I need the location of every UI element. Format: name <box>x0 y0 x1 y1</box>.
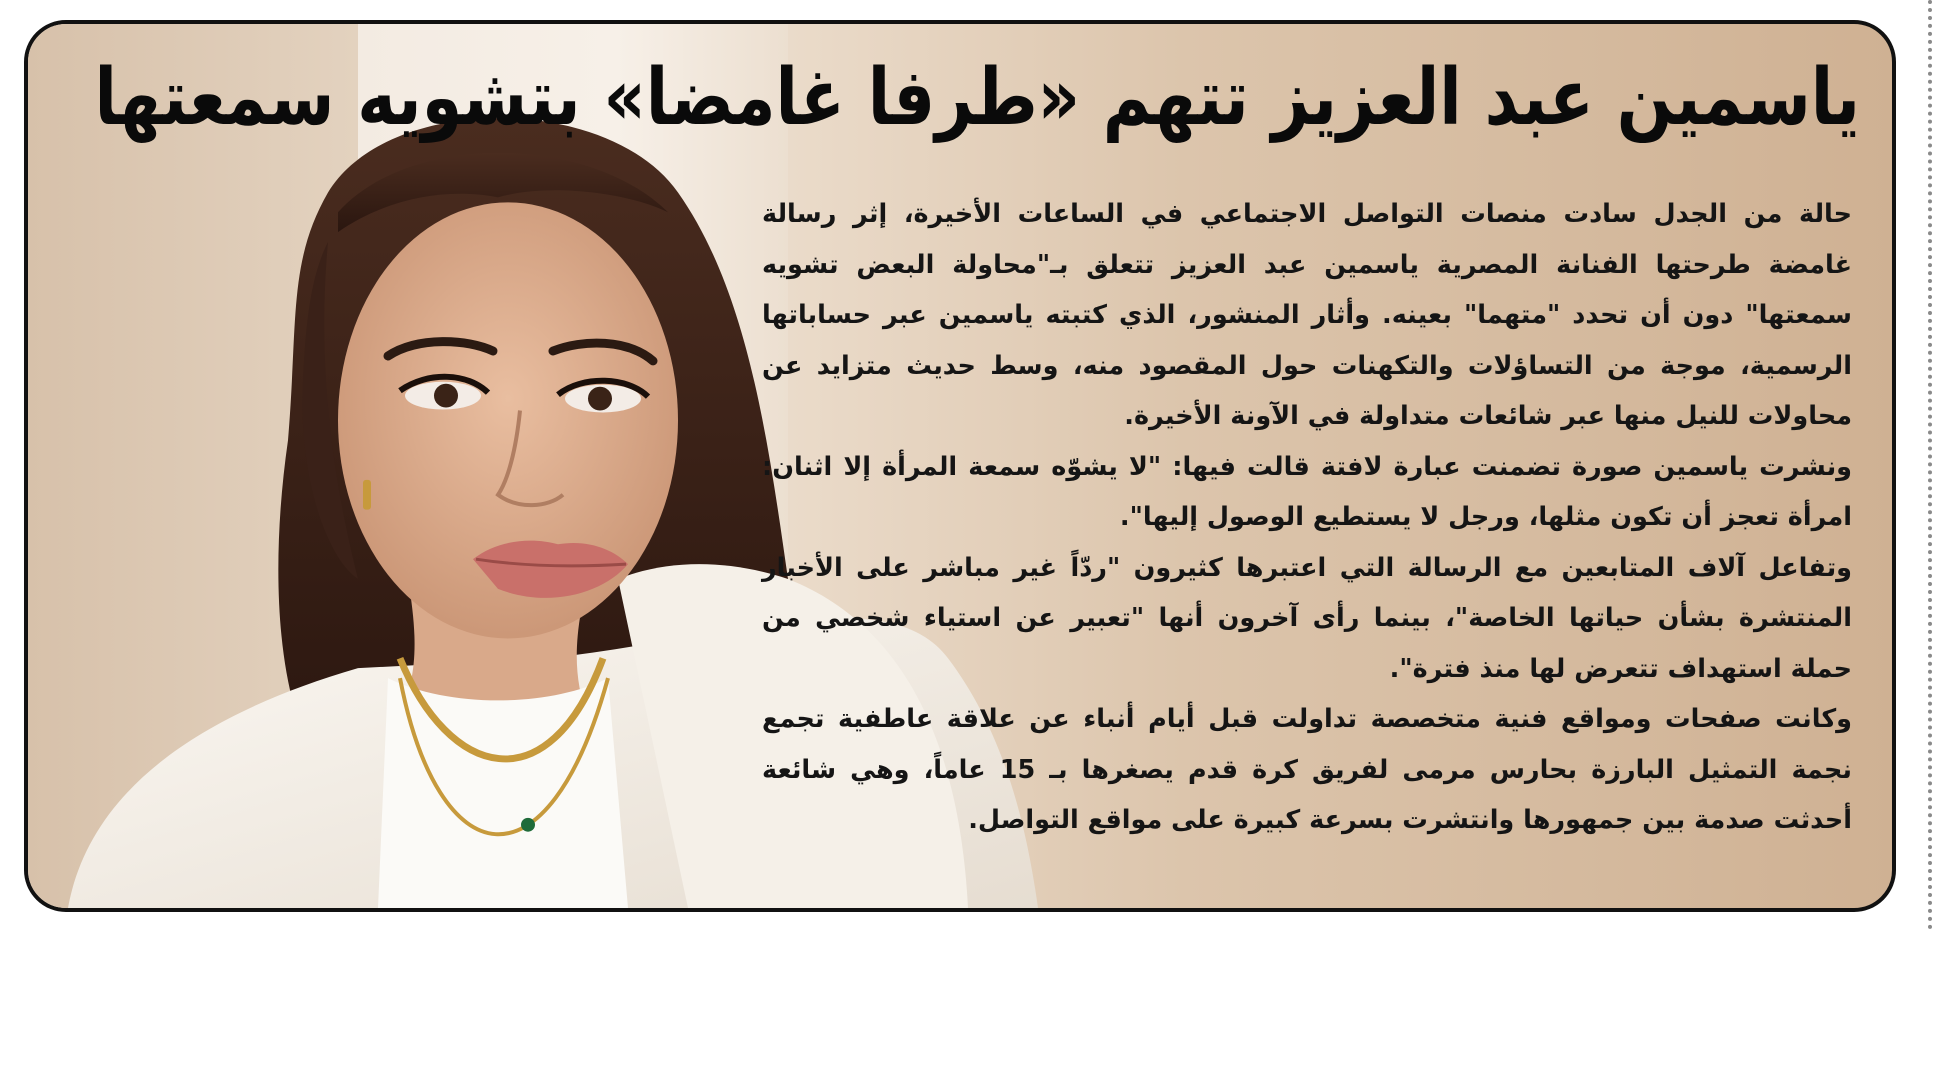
article-paragraph: حالة من الجدل سادت منصات التواصل الاجتماعي في الساعات الأخيرة، إثر رسالة غامضة طرحتها الفنانة المصرية ياسمين عبد العزيز تتعلق بـ"محاولة البعض تشويه سمعتها" دون أن تحدد "متهما" بعينه. وأثار المنشور، الذي كتبته ياسمين عبر حساباتها الرسمية، موجة من التساؤلات والتكهنات حول المقصود منه، وسط حديث متزايد عن محاولات للنيل منها عبر شائعات متداولة في الآونة الأخيرة. <box>762 199 1852 431</box>
article-paragraph: وكانت صفحات ومواقع فنية متخصصة تداولت قبل أيام أنباء عن علاقة عاطفية تجمع نجمة التمثيل البارزة بحارس مرمى لفريق كرة قدم يصغرها بـ 15 عاماً، وهي شائعة أحدثت صدمة بين جمهورها وانتشرت بسرعة كبيرة على مواقع التواصل. <box>762 704 1852 835</box>
article-paragraph: وتفاعل آلاف المتابعين مع الرسالة التي اعتبرها كثيرون "ردّاً غير مباشر على الأخبار المنتشرة بشأن حياتها الخاصة"، بينما رأى آخرون أنها "تعبير عن استياء شخصي من حملة استهداف تتعرض لها منذ فترة". <box>762 552 1852 684</box>
column-divider <box>1928 0 1932 930</box>
article-headline: ياسمين عبد العزيز تتهم «طرفا غامضا» بتشويه سمعتها <box>94 53 1860 143</box>
article-panel <box>24 20 1896 912</box>
article-paragraph: ونشرت ياسمين صورة تضمنت عبارة لافتة قالت فيها: "لا يشوّه سمعة المرأة إلا اثنان: امرأة تعجز أن تكون مثلها، ورجل لا يستطيع الوصول إليها". <box>762 451 1852 532</box>
article-body <box>762 189 1852 846</box>
